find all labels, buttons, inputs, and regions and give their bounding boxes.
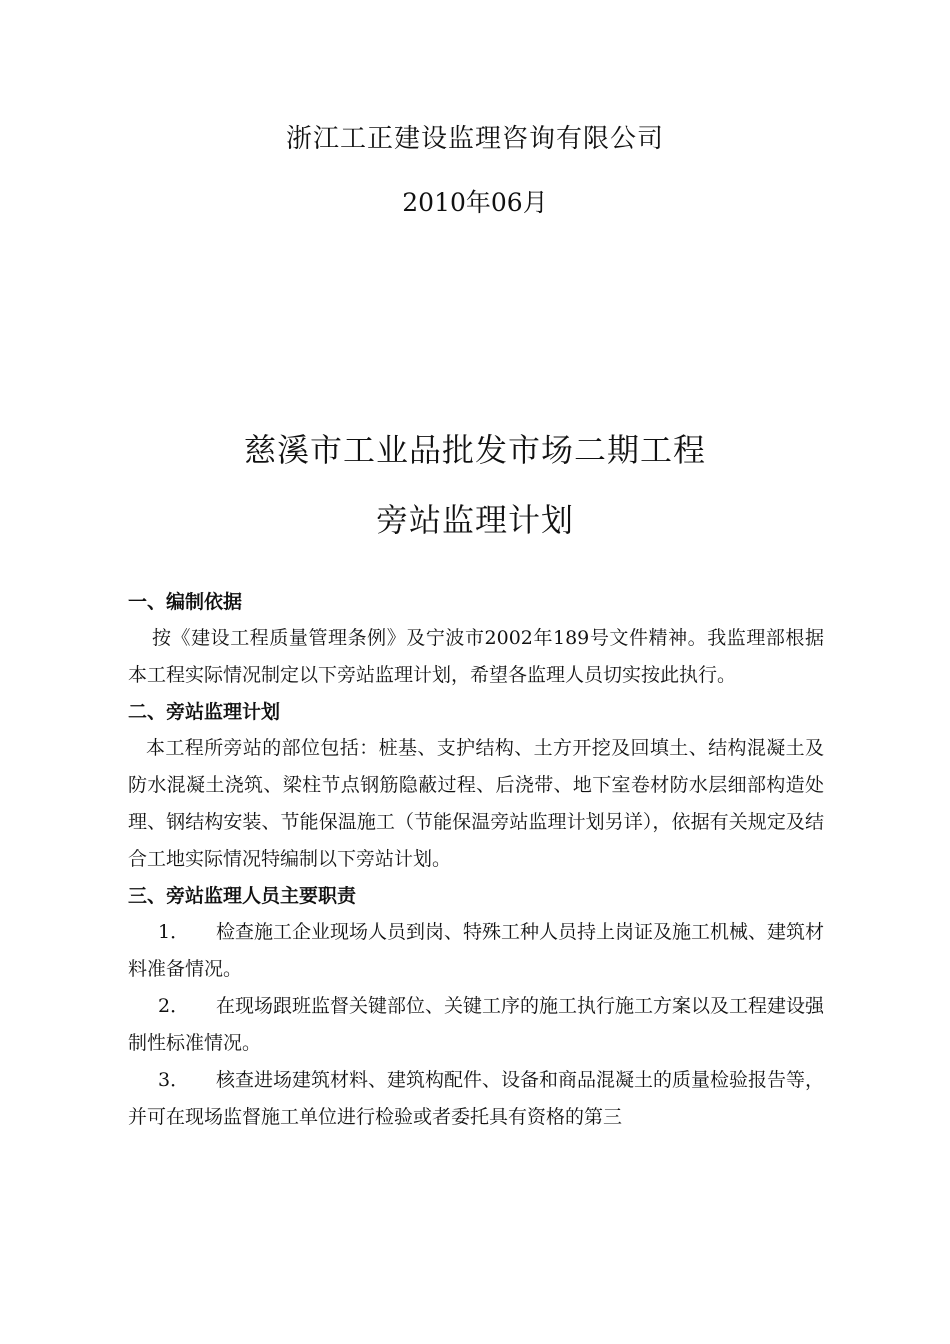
document-date: 2010年06月 (402, 188, 548, 217)
duty-item-number: 1． (158, 921, 190, 943)
document-body (128, 584, 824, 1136)
duty-item (128, 988, 824, 1062)
document-title-line1: 慈溪市工业品批发市场二期工程 (243, 431, 706, 469)
duty-item-text: 核查进场建筑材料、建筑构配件、设备和商品混凝土的质量检验报告等，并可在现场监督施工单位进行检验或者委托具有资格的第三 (128, 1069, 825, 1128)
section-heading-basis: 一、编制依据 (128, 591, 243, 613)
duty-item-number: 2． (158, 995, 190, 1017)
section-paragraph-plan: 本工程所旁站的部位包括：桩基、支护结构、土方开挖及回填土、结构混凝土及防水混凝土浇筑、梁柱节点钢筋隐蔽过程、后浇带、地下室卷材防水层细部构造处理、钢结构安装、节能保温施工（节能保温旁站监理计划另详），依据有关规定及结合工地实际情况特编制以下旁站计划。 (128, 737, 824, 870)
section-paragraph-basis: 按《建设工程质量管理条例》及宁波市2002年189号文件精神。我监理部根据本工程实际情况制定以下旁站监理计划，希望各监理人员切实按此执行。 (128, 627, 824, 686)
duty-item-text: 在现场跟班监督关键部位、关键工序的施工执行施工方案以及工程建设强制性标准情况。 (128, 995, 825, 1054)
duty-item-text: 检查施工企业现场人员到岗、特殊工种人员持上岗证及施工机械、建筑材料准备情况。 (128, 921, 825, 980)
document-title-line2: 旁站监理计划 (375, 501, 574, 539)
duty-item-number: 3． (158, 1069, 190, 1091)
section-heading-duties: 三、旁站监理人员主要职责 (128, 885, 357, 907)
section-heading-plan: 二、旁站监理计划 (128, 701, 281, 723)
duty-item (128, 1062, 824, 1136)
duty-item (128, 914, 824, 988)
company-name: 浙江工正建设监理咨询有限公司 (285, 124, 664, 154)
